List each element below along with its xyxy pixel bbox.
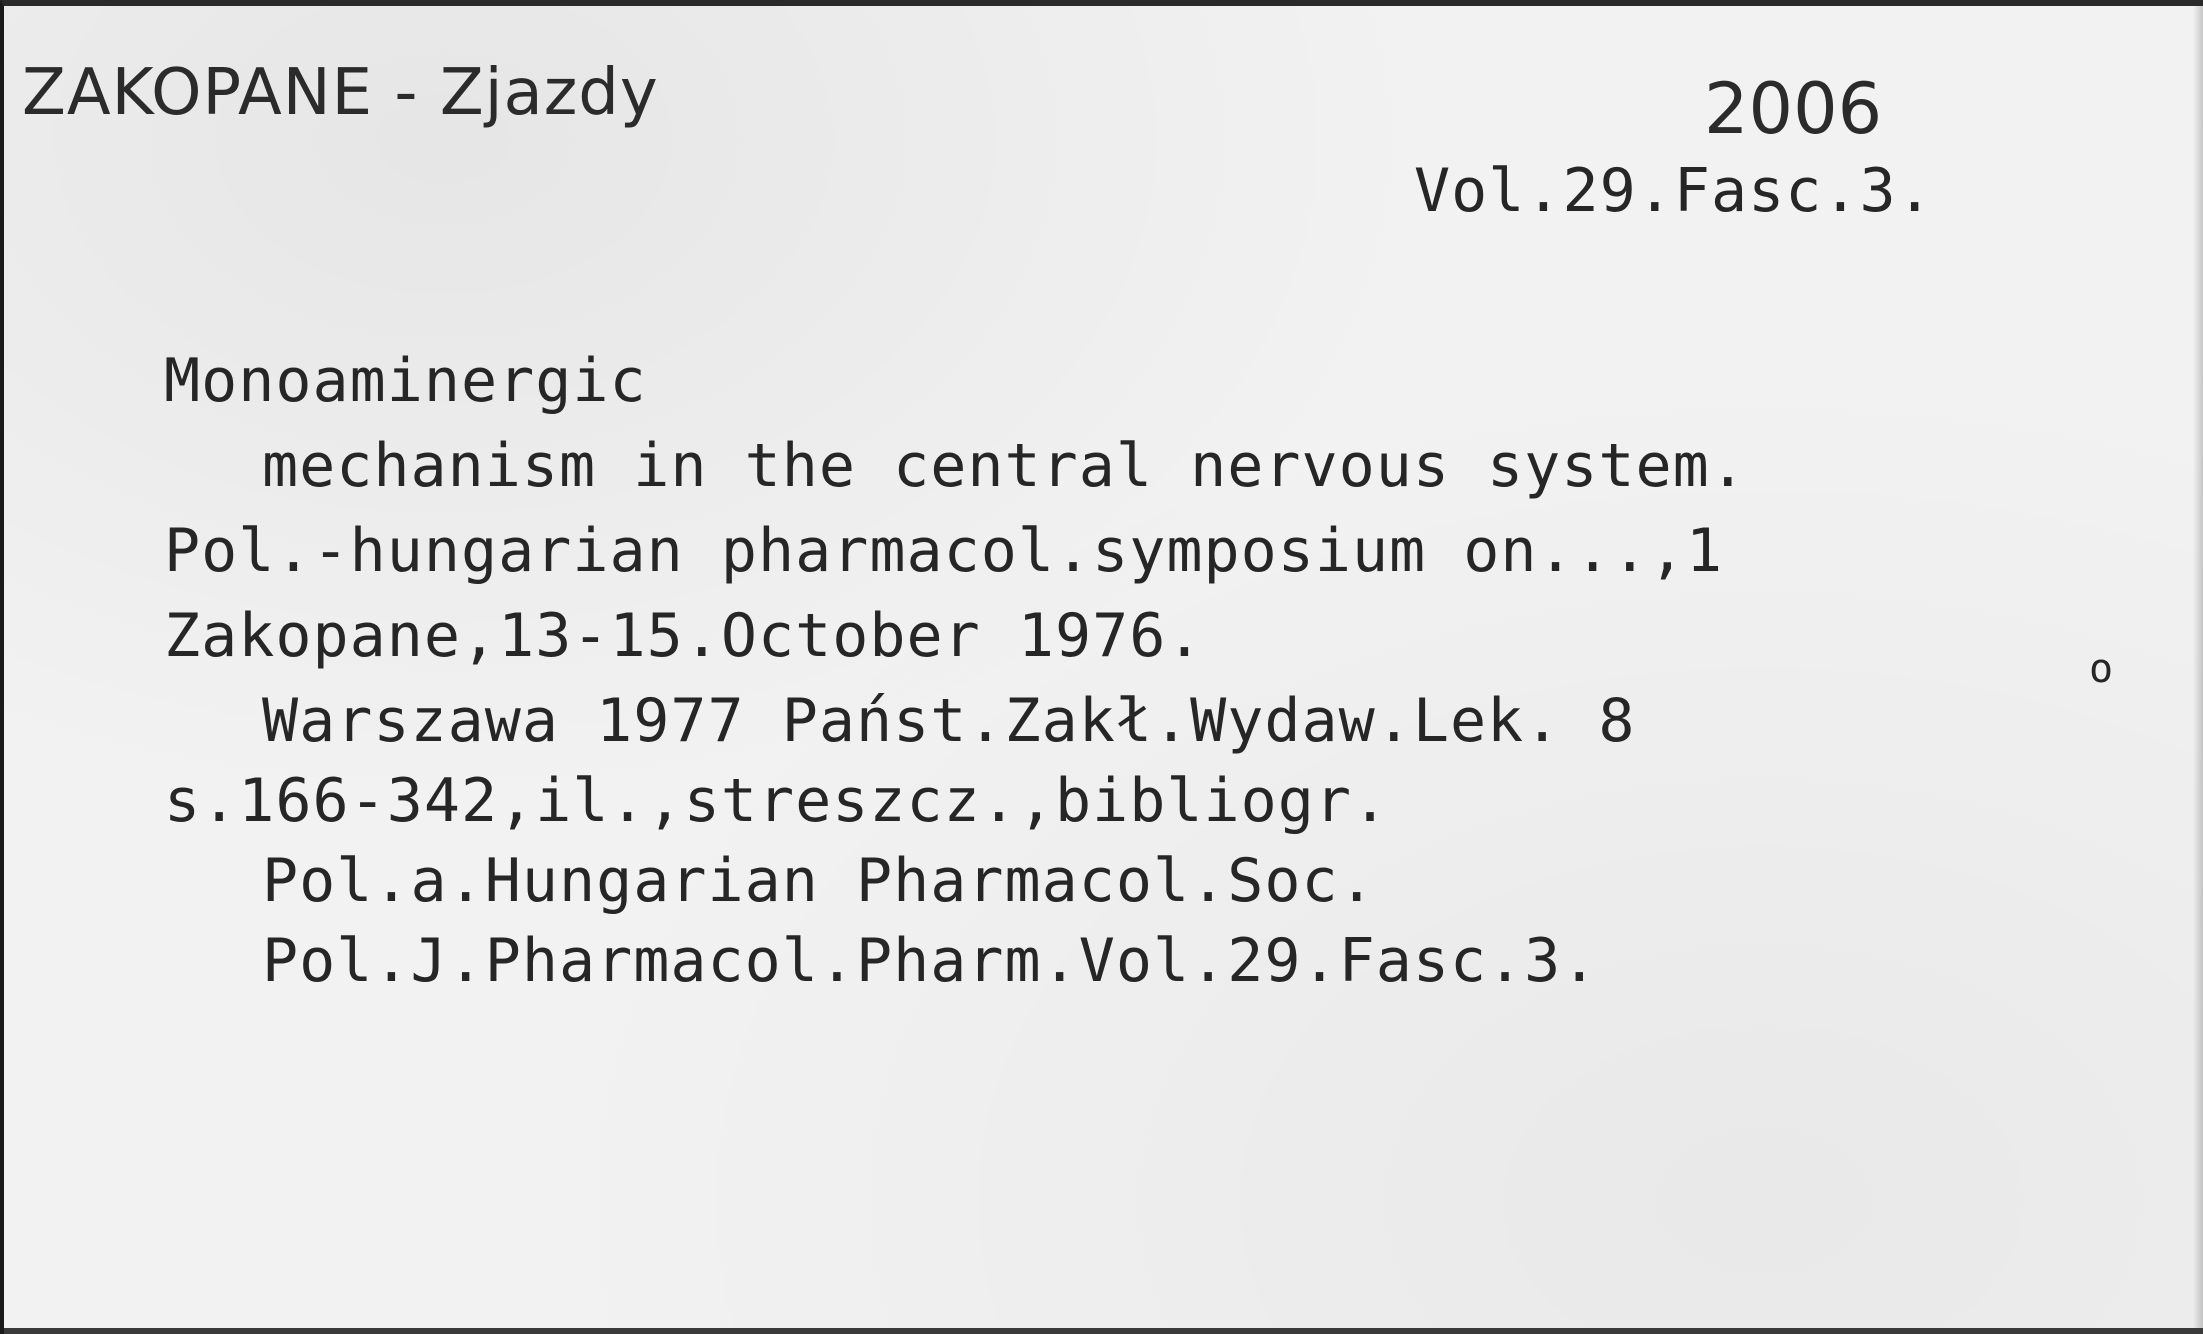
card-right-edge xyxy=(2193,6,2203,1334)
volume-reference: Vol.29.Fasc.3. xyxy=(1414,156,1934,226)
imprint-line: Warszawa 1977 Państ.Zakł.Wydaw.Lek. 8 xyxy=(262,686,1636,756)
handwritten-heading: ZAKOPANE - Zjazdy xyxy=(22,56,659,130)
card-bottom-edge xyxy=(4,1328,2203,1334)
society-line: Pol.a.Hungarian Pharmacol.Soc. xyxy=(262,846,1376,916)
pagination-line: s.166-342,il.,streszcz.,bibliogr. xyxy=(164,766,1390,836)
handwritten-year: 2006 xyxy=(1704,68,1883,150)
subtitle-line: mechanism in the central nervous system. xyxy=(262,431,1747,501)
conference-line: Pol.-hungarian pharmacol.symposium on...,1 xyxy=(164,516,1724,586)
journal-line: Pol.J.Pharmacol.Pharm.Vol.29.Fasc.3. xyxy=(262,926,1599,996)
title-line: Monoaminergic xyxy=(164,346,647,416)
place-date-line: Zakopane,13-15.October 1976. xyxy=(164,601,1204,671)
format-superscript: o xyxy=(2089,646,2114,692)
